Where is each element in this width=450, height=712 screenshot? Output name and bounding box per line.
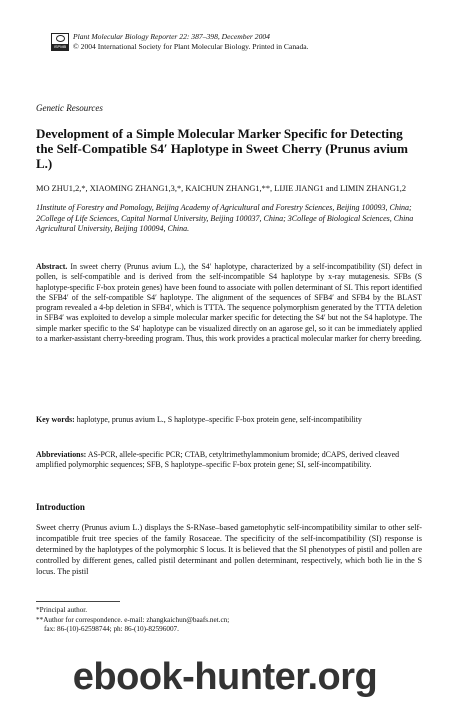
abstract <box>36 262 422 344</box>
abbreviations-label: Abbreviations: <box>36 450 87 459</box>
journal-logo-icon: ISPMB <box>51 33 69 51</box>
affiliations: 1Institute of Forestry and Pomology, Beijing Academy of Agricultural and Forestry Sciences, Beijing 100093, China; 2College of Life Sciences, Capital Normal University, Beijing 100037, China; 3College of Biological Sciences, China Agricultural University, Beijing 100094, China. <box>36 203 414 233</box>
intro-paragraph: Sweet cherry (Prunus avium L.) displays the S-RNase–based gametophytic self-incompatibility similar to other self-incompatible fruit tree species of the family Rosaceae. The specificity of the self-incompatibility (SI) response is determined by the haplotypes of the polymorphic S locus. It is believed that the SI phenotypes of pistil and pollen are controlled by different genes, called pistil determinant and pollen determinant, respectively, which both lie in the S locus. The pistil <box>36 523 422 576</box>
keywords-text: haplotype, prunus avium L., S haplotype–specific F-box protein gene, self-incompatibility <box>76 415 362 424</box>
article-title: Development of a Simple Molecular Marker Specific for Detecting the Self-Compatible S4′ Haplotype in Sweet Cherry (Prunus avium L.) <box>36 126 408 171</box>
footnote-contact: fax: 86-(10)-62598744; ph: 86-(10)-82596007. <box>44 625 179 634</box>
footnotes <box>36 606 422 635</box>
watermark: ebook-hunter.org <box>72 656 378 698</box>
keywords <box>36 415 422 425</box>
footnote-divider <box>36 601 120 602</box>
section-label: Genetic Resources <box>36 103 103 113</box>
journal-copyright: © 2004 International Society for Plant Molecular Biology. Printed in Canada. <box>73 42 309 51</box>
section-heading: Introduction <box>36 502 85 512</box>
abstract-label: Abstract. <box>36 262 68 271</box>
abbreviations <box>36 450 422 471</box>
keywords-label: Key words: <box>36 415 75 424</box>
footnote-principal: *Principal author. <box>36 606 88 614</box>
footnote-correspondence: **Author for correspondence. e-mail: zhangkaichun@baafs.net.cn; <box>36 615 230 624</box>
abbreviations-text: AS-PCR, allele-specific PCR; CTAB, cetyltrimethylammonium bromide; dCAPS, derived cleaved amplified polymorphic sequences; SFB, S haplotype–specific F-box protein gene; SI, self-incompatibility. <box>36 450 400 470</box>
author-list: MO ZHU1,2,*, XIAOMING ZHANG1,3,*, KAICHUN ZHANG1,**, LIJIE JIANG1 and LIMIN ZHANG1,2 <box>36 184 407 193</box>
journal-citation: Plant Molecular Biology Reporter 22: 387–398, December 2004 <box>73 32 270 41</box>
abstract-text: In sweet cherry (Prunus avium L.), the S4′ haplotype, characterized by a self-incompatibility (SI) defect in pollen, is self-compatible and is derived from the self-incompatible S4 haplotype by x-ray mutagenesis. SFBs (S haplotype-specific F-box protein genes) have been found to associate with pollen determinant of SI. This report identified the SFB4′ of the self-compatible S4′ haplotype. The alignment of the sequences of SFB4′ and SFB4 by the BLAST program revealed a 4-bp deletion in SFB4′, which is TTTA. The sequence polymorphism generated by the TTTA deletion in SFB4′ was exploited to develop a simple molecular marker specific for detecting the S4′ but not the S4 haplotype. The simple marker specific to the S4′ haplotype can be visualized directly on an agarose gel, so it can be immediately applied to a marker-assistant cherry-breeding program. Thus, this work provides a practical molecular marker for cherry breeding. <box>36 262 422 344</box>
